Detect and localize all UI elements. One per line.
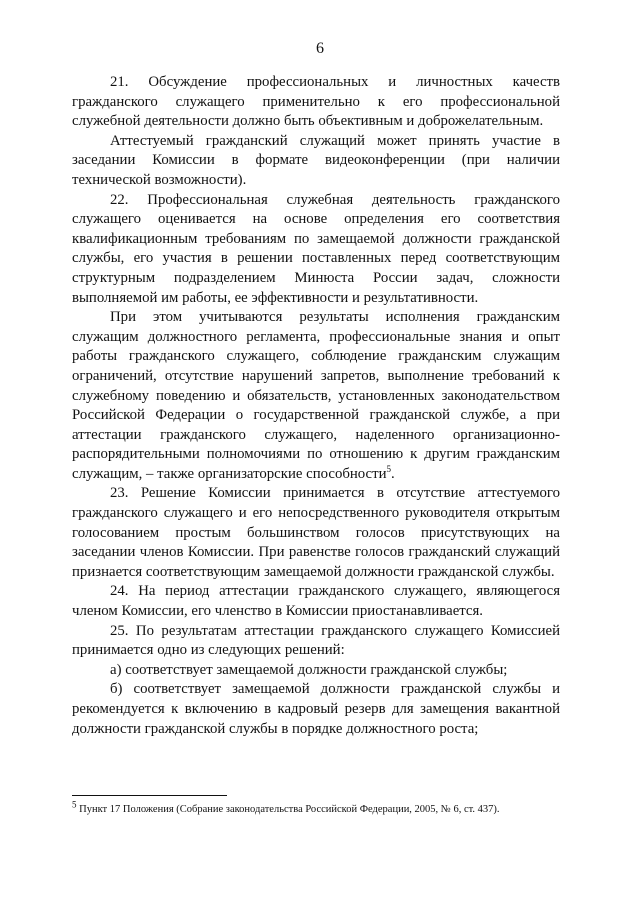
paragraph-24: 24. На период аттестации гражданского служащего, являющегося членом Комиссии, его членство в Комиссии приостанавливается. [72,583,560,620]
footnote-text: Пункт 17 Положения (Собрание законодательства Российской Федерации, 2005, № 6, ст. 437). [76,804,500,815]
paragraph-21: 21. Обсуждение профессиональных и личностных качеств гражданского служащего применительно к его профессиональной служебной деятельности должно быть объективным и доброжелательным. [72,74,560,130]
paragraph-25: 25. По результатам аттестации гражданского служащего Комиссией принимается одно из следующих решений: [72,622,560,659]
page-number: 6 [316,40,324,57]
footnote-reference: 5 [386,463,392,474]
footnote-marker: 5 [72,799,77,810]
paragraph-22-criteria [72,308,560,484]
footnote [72,799,560,816]
paragraph-22-criteria-text: При этом учитываются результаты исполнения гражданским служащим должностного регламента, профессиональные знания и опыт работы гражданского служащего, соблюдение гражданским служащим ограничений, отсутствие нарушений запретов, выполнение требований к служебному поведению и обязательств, установленных законодательством Российской Федерации о государственной гражданской службе, а при аттестации гражданского служащего, наделенного организационно-распорядительными полномочиями по отношению к другим гражданским служащим, – также организаторские способности [72,309,560,482]
paragraph-21-videoconference: Аттестуемый гражданский служащий может принять участие в заседании Комиссии в формате видеоконференции (при наличии технической возможности). [72,132,560,188]
decision-option-b: б) соответствует замещаемой должности гражданской службы и рекомендуется к включению в кадровый резерв для замещения вакантной должности гражданской службы в порядке должностного роста; [72,681,560,737]
footnote-divider [72,795,227,796]
paragraph-22-criteria-end: . [391,465,395,482]
paragraph-23: 23. Решение Комиссии принимается в отсутствие аттестуемого гражданского служащего и его непосредственного руководителя открытым голосованием простым большинством голосов присутствующих на заседании членов Комиссии. При равенстве голосов гражданский служащий признается соответствующим замещаемой должности гражданской службы. [72,485,560,580]
decision-option-a: а) соответствует замещаемой должности гражданской службы; [110,661,508,678]
document-body [72,73,560,739]
paragraph-22: 22. Профессиональная служебная деятельность гражданского служащего оценивается на основе определения его соответствия квалификационным требованиям по замещаемой должности гражданской службы, его участия в решении поставленных перед соответствующим структурным подразделением Минюста России задач, сложности выполняемой им работы, ее эффективности и результативности. [72,191,560,306]
